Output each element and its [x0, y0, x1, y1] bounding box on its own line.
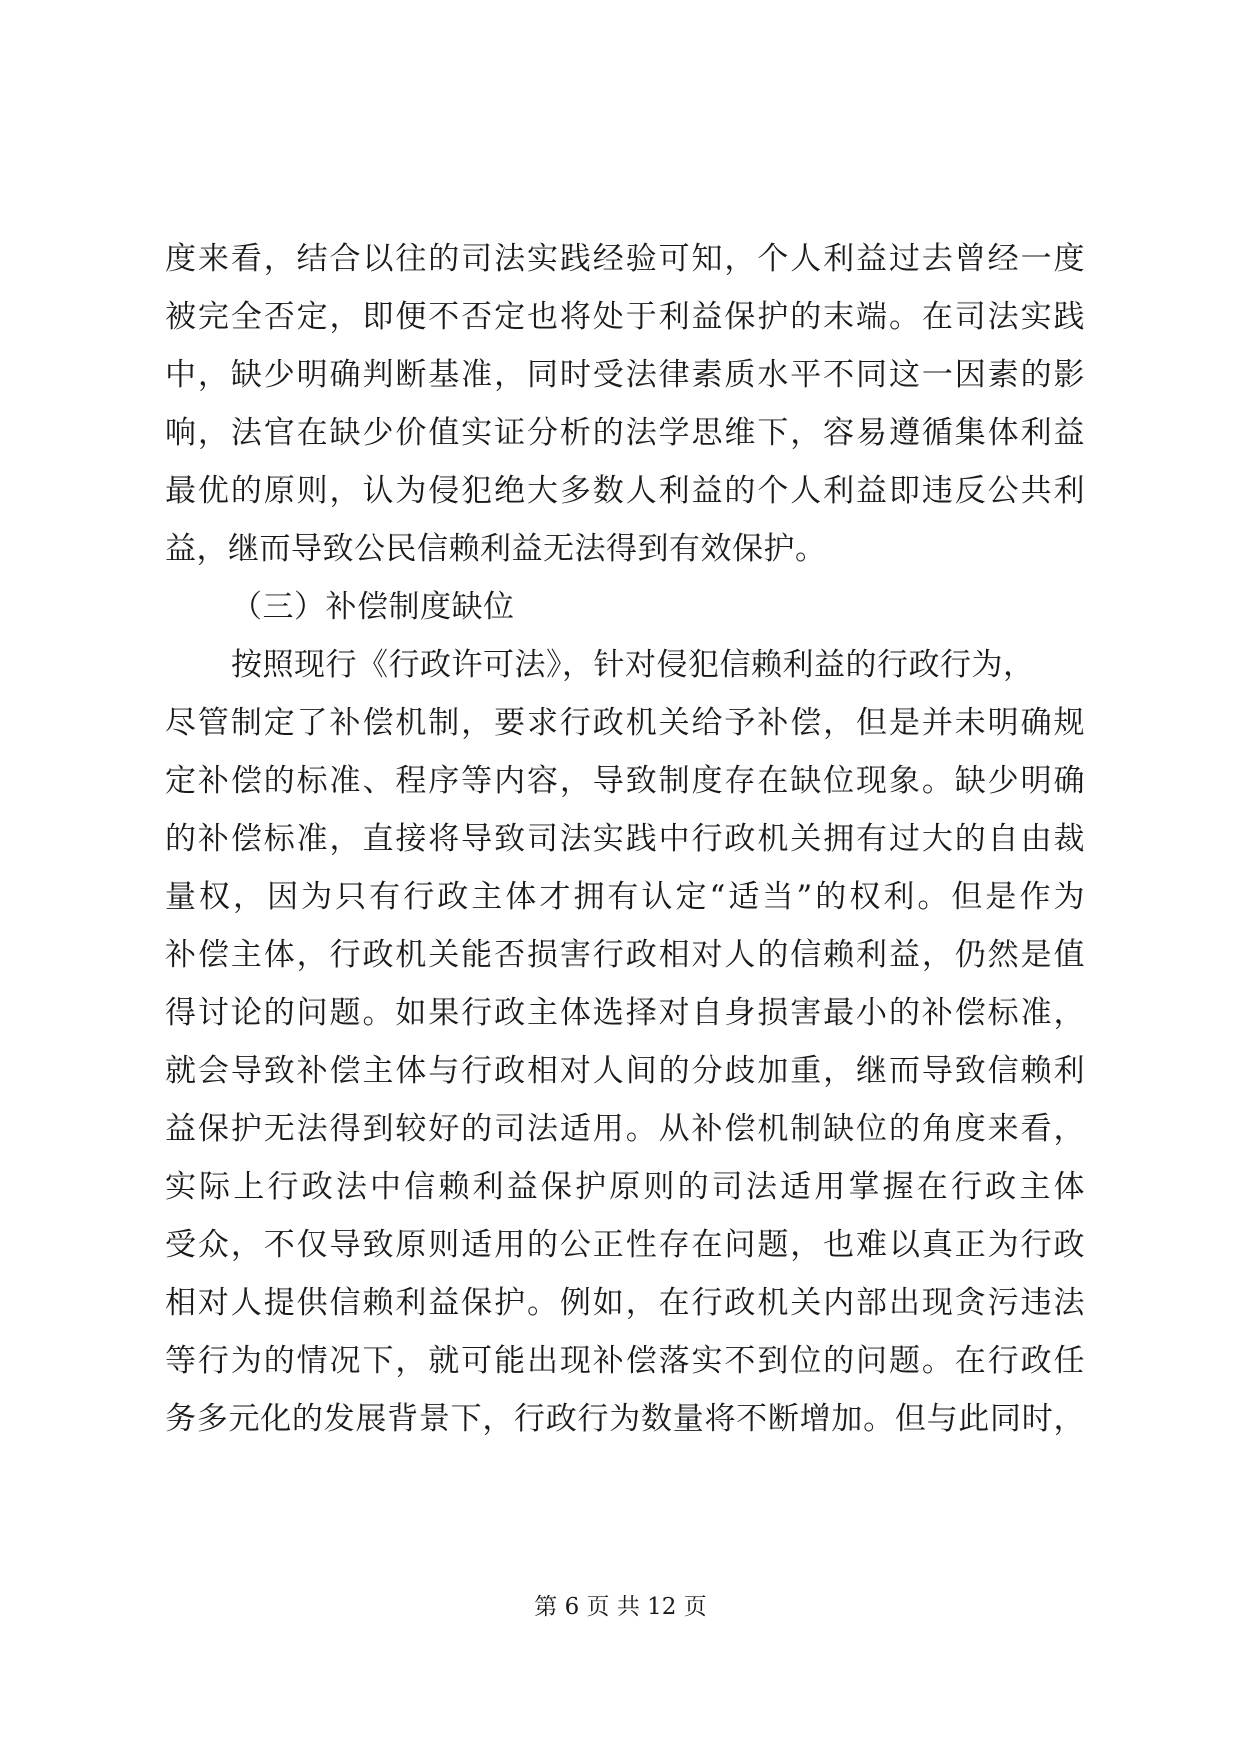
text-line: 得讨论的问题。如果行政主体选择对自身损害最小的补偿标准， — [165, 995, 1085, 1031]
text-line: 实际上行政法中信赖利益保护原则的司法适用掌握在行政主体 — [165, 1169, 1085, 1205]
text-line: 受众，不仅导致原则适用的公正性存在问题，也难以真正为行政 — [165, 1227, 1085, 1263]
text-line: 相对人提供信赖利益保护。例如，在行政机关内部出现贪污违法 — [165, 1285, 1085, 1321]
text-line: 补偿主体，行政机关能否损害行政相对人的信赖利益，仍然是值 — [165, 937, 1085, 973]
text-line: 务多元化的发展背景下，行政行为数量将不断增加。但与此同时， — [165, 1401, 1085, 1437]
text-line: 量权，因为只有行政主体才拥有认定“适当”的权利。但是作为 — [165, 879, 1085, 915]
text-line: 等行为的情况下，就可能出现补偿落实不到位的问题。在行政任 — [165, 1343, 1085, 1379]
text-line: 的补偿标准，直接将导致司法实践中行政机关拥有过大的自由裁 — [165, 821, 1085, 857]
text-line: 按照现行《行政许可法》，针对侵犯信赖利益的行政行为， — [231, 647, 1035, 683]
page-footer: 第 6 页 共 12 页 — [534, 1594, 707, 1620]
text-line: 最优的原则，认为侵犯绝大多数人利益的个人利益即违反公共利 — [165, 473, 1085, 509]
text-line: 度来看，结合以往的司法实践经验可知，个人利益过去曾经一度 — [165, 241, 1085, 277]
text-line: 中，缺少明确判断基准，同时受法律素质水平不同这一因素的影 — [165, 357, 1085, 393]
text-line: 尽管制定了补偿机制，要求行政机关给予补偿，但是并未明确规 — [165, 705, 1085, 741]
text-line: 益保护无法得到较好的司法适用。从补偿机制缺位的角度来看， — [165, 1111, 1085, 1147]
text-line: 被完全否定，即便不否定也将处于利益保护的末端。在司法实践 — [165, 299, 1085, 335]
text-line: 就会导致补偿主体与行政相对人间的分歧加重，继而导致信赖利 — [165, 1053, 1085, 1089]
text-line: 定补偿的标准、程序等内容，导致制度存在缺位现象。缺少明确 — [165, 763, 1085, 799]
text-line: 响，法官在缺少价值实证分析的法学思维下，容易遵循集体利益 — [165, 415, 1085, 451]
section-heading: （三）补偿制度缺位 — [231, 589, 515, 625]
text-line: 益，继而导致公民信赖利益无法得到有效保护。 — [165, 531, 827, 567]
